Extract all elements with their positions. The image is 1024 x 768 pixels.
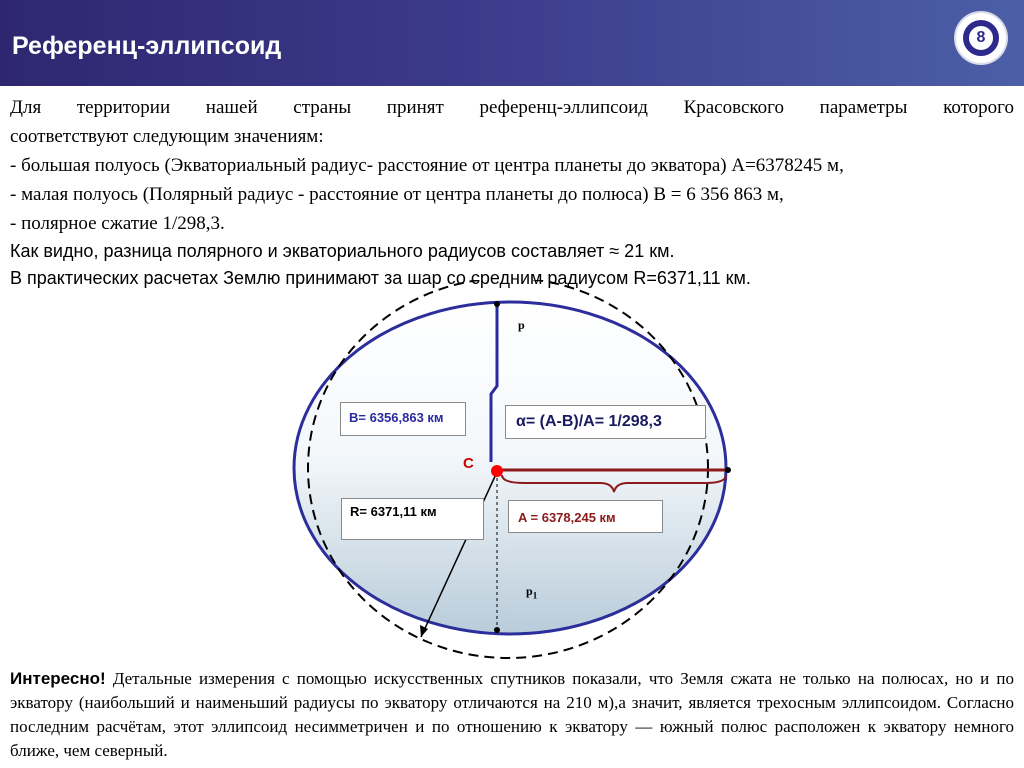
bottom-pole-point: [494, 627, 500, 633]
center-label: C: [463, 455, 474, 472]
alpha-label-box: α= (A-B)/A= 1/298,3: [505, 405, 706, 439]
text-line-minor-axis: - малая полуось (Полярный радиус - расстояние от центра планеты до полюса) B = 6 356 863 м,: [10, 184, 784, 205]
text-line-intro-cont: соответствуют следующим значениям:: [10, 126, 324, 147]
text-line-intro: Для территории нашей страны принят референц-эллипсоид Красовского параметры которого: [10, 97, 1014, 118]
note-text: Детальные измерения с помощью искусственных спутников показали, что Земля сжата не только на полюсах, но и по экватору (наибольший и наименьший радиусы по экватору отличаются на 210 м),а значит, является трехосным эллипсоидом. Согласно последним расчётам, этот эллипсоид несимметричен и по отношению к экватору — южный полюс расположен к экватору немного ближе, чем северный.: [10, 669, 1014, 760]
slide-number: 8: [963, 20, 999, 56]
slide-number-badge: [956, 13, 1006, 63]
title-bar: [0, 0, 1024, 86]
reference-ellipsoid: [294, 302, 726, 634]
note-paragraph: [10, 667, 1014, 763]
pole-bottom-letter: p: [526, 584, 533, 598]
pole-bottom-subscript: 1: [532, 590, 538, 601]
text-line-mean-radius: В практических расчетах Землю принимают за шар со средним радиусом R=6371,11 км.: [10, 268, 751, 288]
main-text: [10, 93, 1014, 292]
top-pole-point: [494, 301, 500, 307]
ellipsoid-diagram: [0, 280, 1024, 670]
r-label-box: R= 6371,11 км: [341, 498, 484, 540]
equator-point: [725, 467, 731, 473]
text-line-difference: Как видно, разница полярного и экваториального радиусов составляет ≈ 21 км.: [10, 241, 675, 261]
note-lead: Интересно!: [10, 669, 106, 688]
slide-title: Референц-эллипсоид: [12, 32, 282, 60]
b-label-box: B= 6356,863 км: [340, 402, 466, 436]
mean-radius-arrowhead: [420, 625, 428, 637]
pole-bottom-label: [526, 584, 537, 600]
text-line-flattening: - полярное сжатие 1/298,3.: [10, 213, 225, 234]
a-label-box: A = 6378,245 км: [508, 500, 663, 533]
center-point: [491, 465, 503, 477]
pole-top-label: p: [518, 318, 525, 332]
text-line-major-axis: - большая полуось (Экваториальный радиус- расстояние от центра планеты до экватора) A=6378245 м,: [10, 155, 844, 176]
